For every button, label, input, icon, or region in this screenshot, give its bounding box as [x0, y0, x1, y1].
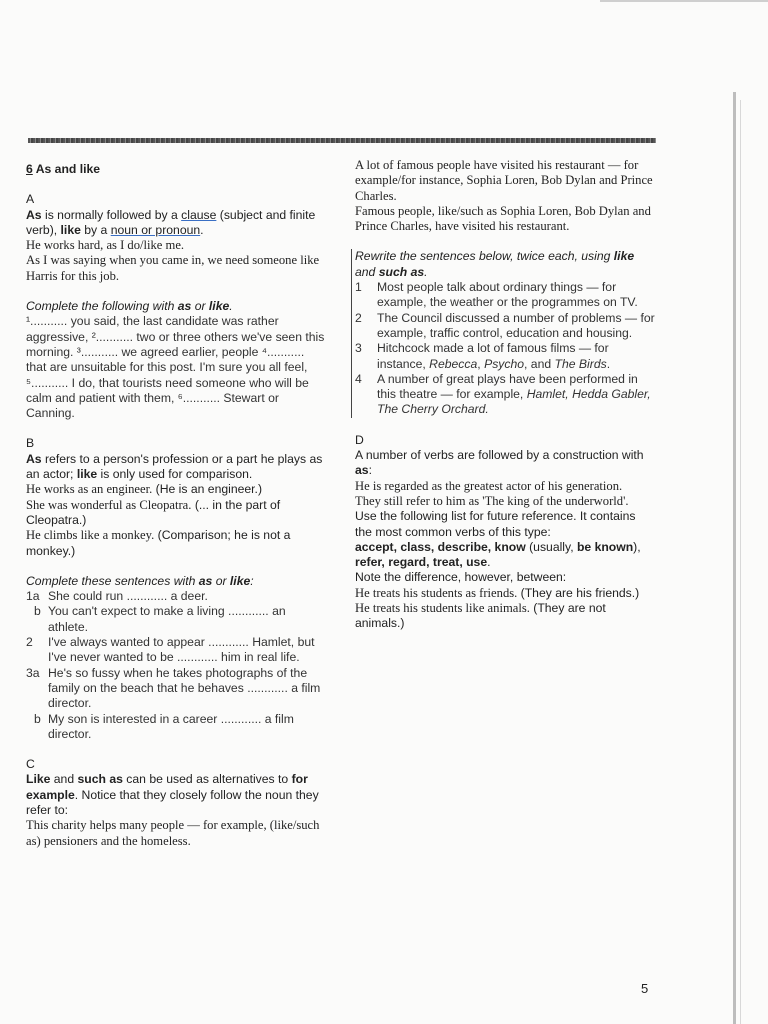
- section-b-example-1: He works as an engineer. (He is an engineer.): [26, 482, 262, 497]
- section-c-exercise-list: [355, 280, 655, 418]
- section-b-rule: As refers to a person's profession or a part he plays as an actor; like is only used for comparison.: [26, 451, 323, 482]
- section-c-letter: C: [26, 757, 35, 772]
- list-item: 4 A number of great plays have been performed in this theatre — for example, Hamlet, Hedda Gabler, The Cherry Orchard.: [355, 371, 651, 417]
- section-b-instruction: Complete these sentences with as or like:: [26, 573, 254, 588]
- section-title: 6 As and like: [26, 162, 101, 176]
- list-item: b You can't expect to make a living ............ an athlete.: [34, 604, 286, 634]
- section-d-example-2: They still refer to him as 'The king of the underworld'.: [355, 493, 629, 508]
- section-c-example-1: This charity helps many people — for example, (like/such as) pensioners and the homeless.: [26, 818, 320, 848]
- list-item: 1a She could run ............ a deer.: [26, 589, 208, 604]
- left-column: [26, 158, 326, 849]
- header-rule: [28, 138, 656, 143]
- list-item: 1 Most people talk about ordinary things — for example, the weather or the programmes on TV.: [355, 280, 638, 310]
- page-number: 5: [641, 981, 649, 996]
- section-b-letter: B: [26, 436, 35, 451]
- section-a-exercise: ¹........... you said, the last candidate was rather aggressive, ²........... two or three others we've seen this morning. ³........... we agreed earlier, people ⁴........... that are unsuitable for this post. I'm sure you all feel, ⁵........... I do, that tourists need someone who will be calm and patient with them, ⁶........... Stewart or Canning.: [26, 314, 325, 421]
- list-item: 3a He's so fussy when he takes photographs of the family on the beach that he behaves ............ a film director.: [26, 665, 321, 711]
- scan-edge-top: [600, 0, 768, 2]
- section-a-instruction: Complete the following with as or like.: [26, 299, 233, 314]
- section-a-letter: A: [26, 192, 35, 207]
- section-c-example-2: A lot of famous people have visited his restaurant — for example/for instance, Sophia Loren, Bob Dylan and Prince Charles.: [355, 158, 653, 203]
- scan-edge-right-inner: [740, 100, 741, 1024]
- section-c-exercise-box: [351, 249, 655, 417]
- section-c-instruction: Rewrite the sentences below, twice each, using like and such as.: [355, 249, 635, 279]
- section-d-intro: A number of verbs are followed by a construction with as:: [355, 448, 644, 478]
- section-a-rule: As is normally followed by a clause (subject and finite verb), like by a noun or pronoun.: [26, 207, 316, 237]
- section-d-note: Note the difference, however, between:: [355, 570, 567, 585]
- list-item: 2 The Council discussed a number of problems — for example, traffic control, education and housing.: [355, 310, 655, 340]
- scan-edge-right: [733, 92, 736, 1024]
- section-c-example-3: Famous people, like/such as Sophia Loren, Bob Dylan and Prince Charles, have visited his restaurant.: [355, 203, 651, 234]
- list-item: b My son is interested in a career ............ a film director.: [34, 711, 294, 741]
- section-b-example-3: He climbs like a monkey. (Comparison; he is not a monkey.): [26, 528, 291, 558]
- section-b-exercise-list: [26, 589, 326, 742]
- section-d-example-4: He treats his students like animals. (They are not animals.): [355, 601, 606, 631]
- section-a-example-2: As I was saying when you came in, we need someone like Harris for this job.: [26, 253, 320, 283]
- right-column: [355, 158, 655, 632]
- list-item: 3 Hitchcock made a lot of famous films — for instance, Rebecca, Psycho, and The Birds.: [355, 341, 611, 371]
- section-c-rule: Like and such as can be used as alternatives to for example. Notice that they closely follow the noun they refer to:: [26, 772, 319, 817]
- section-b-example-2: She was wonderful as Cleopatra. (... in the part of Cleopatra.): [26, 497, 281, 527]
- list-item: 2 I've always wanted to appear ............ Hamlet, but I've never wanted to be ............ him in real life.: [26, 635, 315, 665]
- section-d-verb-list: accept, class, describe, know (usually, be known), refer, regard, treat, use.: [355, 539, 641, 570]
- section-d-example-3: He treats his students as friends. (They are his friends.): [355, 585, 640, 600]
- section-d-list-intro: Use the following list for future reference. It contains the most common verbs of this type:: [355, 509, 636, 539]
- section-a-example-1: He works hard, as I do/like me.: [26, 238, 185, 253]
- section-d-letter: D: [355, 432, 364, 447]
- section-d-example-1: He is regarded as the greatest actor of his generation.: [355, 478, 623, 493]
